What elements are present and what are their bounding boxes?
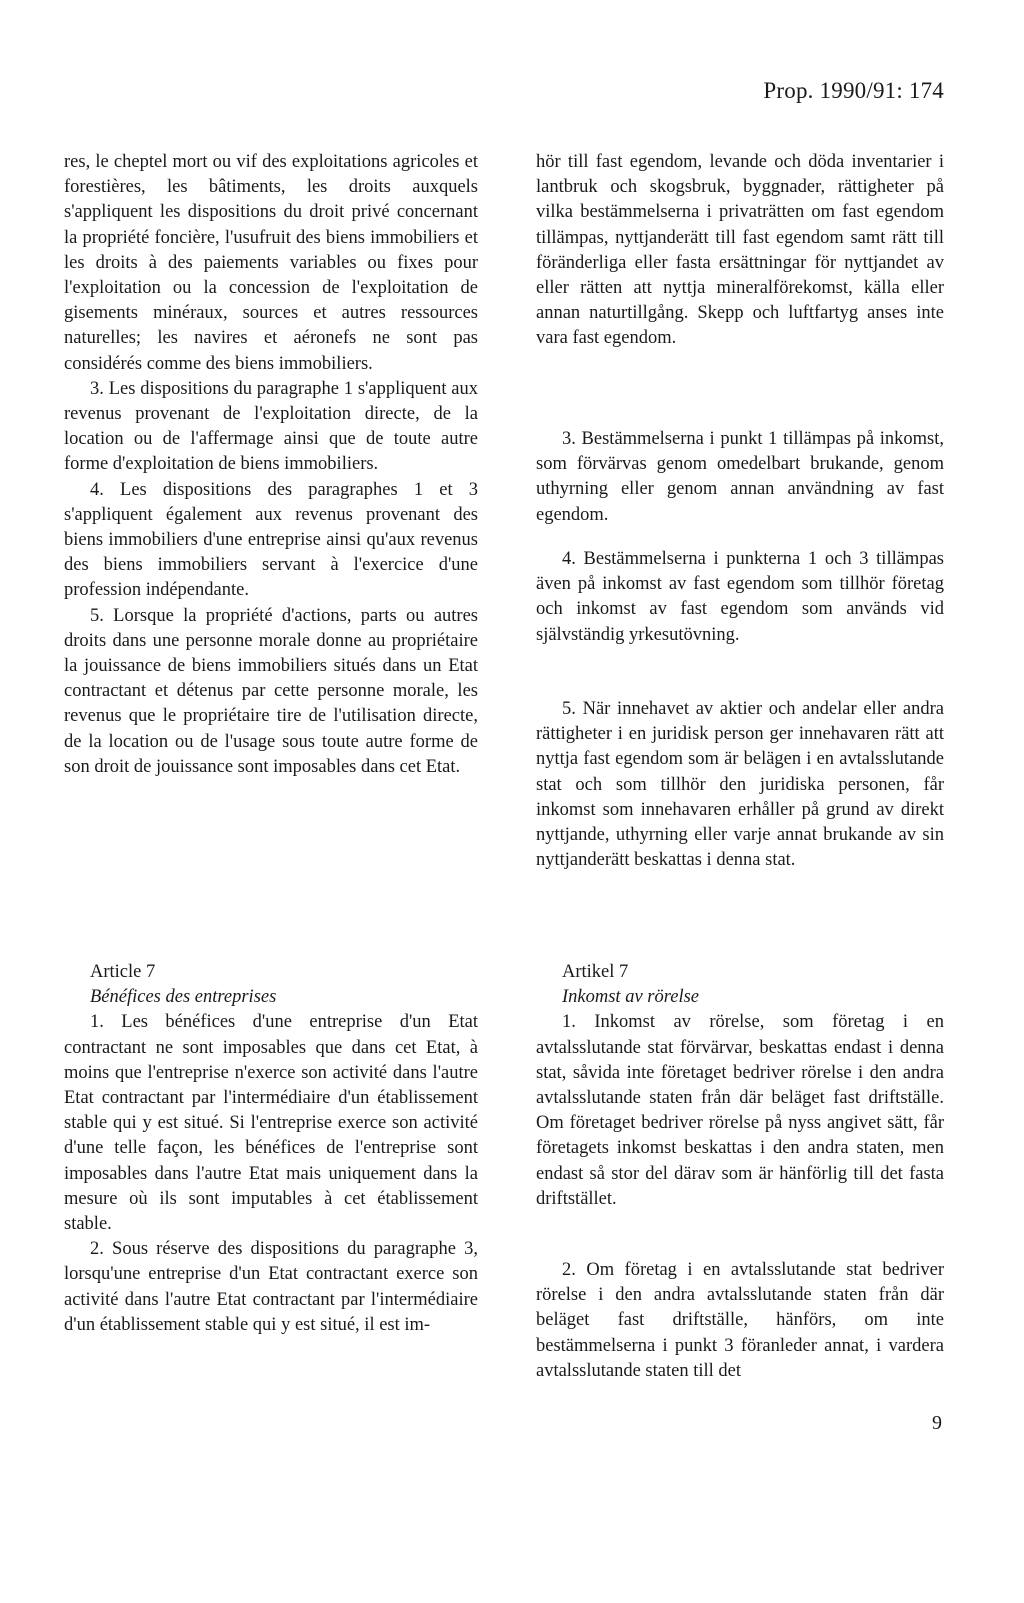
sv-article-paragraph-2-block	[536, 1258, 944, 1384]
sv-article-7	[536, 960, 944, 1212]
sv-article-paragraph-2: 2. Om företag i en avtalsslutande stat bedriver rörelse i den andra avtalsslutande staten från där beläget fast driftställe, hänförs, om inte bestämmelserna i punkt 3 föranleder annat, i vardera avtalsslutande staten till det	[536, 1260, 944, 1381]
fr-article-heading: Article 7	[90, 962, 156, 982]
sv-continuation-block	[536, 150, 944, 352]
sv-paragraph-4: 4. Bestämmelserna i punkterna 1 och 3 tillämpas även på inkomst av fast egendom som tillhör företag och inkomst av fast egendom som används vid självständig yrkesutövning.	[536, 549, 944, 645]
sv-paragraph-5: 5. När innehavet av aktier och andelar eller andra rättigheter i en juridisk person ger innehavaren rätt att nyttja fast egendom som är belägen i en avtalsslutande stat och som tillhör den juridiska personen, får inkomst som innehavaren erhåller på grund av direkt nyttjande, uthyrning eller varje annat brukande av sin nyttjanderätt beskattas i denna stat.	[536, 699, 944, 871]
sv-article-heading: Artikel 7	[562, 962, 629, 982]
fr-paragraph-4: 4. Les dispositions des paragraphes 1 et 3 s'appliquent également aux revenus provenant des biens immobiliers d'une entreprise ainsi qu'aux revenus des biens immobiliers servant à l'exercice d'une profession indépendante.	[64, 479, 478, 601]
fr-paragraph-5: 5. Lorsque la propriété d'actions, parts ou autres droits dans une personne morale donne au propriétaire la jouissance de biens immobiliers situés dans un Etat contractant et détenus par cette personne morale, les revenus que le propriétaire tire de l'utilisation directe, de la location ou de l'usage sous toute autre forme de son droit de jouissance sont imposables dans cet Etat.	[64, 605, 478, 777]
fr-article-subtitle: Bénéfices des entreprises	[90, 987, 277, 1008]
page-number: 9	[932, 1412, 942, 1434]
fr-section-paragraphs	[64, 150, 478, 780]
sv-continuation-paragraph: hör till fast egendom, levande och döda inventarier i lantbruk och skogsbruk, byggnader, rättigheter på vilka bestämmelserna i privaträtten om fast egendom tillämpas, nyttjanderätt till fast egendom samt rätt till föränderliga eller fasta ersättningar för nyttjandet av eller rätten att nyttja mineralförekomst, källa eller annan naturtillgång. Skepp och luftfartyg anses inte vara fast egendom.	[536, 152, 944, 349]
sv-article-paragraph-1: 1. Inkomst av rörelse, som företag i en avtalsslutande stat förvärvar, beskattas endast i denna stat, såvida inte företaget bedriver rörelse i den andra avtalsslutande staten från där beläget fast driftställe. Om företaget bedriver rörelse på nyss angivet sätt, får företagets inkomst beskattas i den andra staten, men endast så stor del därav som är hänförlig till det fasta driftstället.	[536, 1012, 944, 1209]
sv-paragraph-3-block	[536, 427, 944, 528]
fr-continuation-paragraph: res, le cheptel mort ou vif des exploitations agricoles et forestières, les bâtiments, les droits auxquels s'appliquent les dispositions du droit privé concernant la propriété foncière, l'usufruit des biens immobiliers et les droits à des paiements variables ou fixes pour l'exploitation ou la concession de l'exploitation de gisements minéraux, sources et autres ressources naturelles; les navires et aéronefs ne sont pas considérés comme des biens immobiliers.	[64, 152, 478, 374]
sv-paragraph-3: 3. Bestämmelserna i punkt 1 tillämpas på inkomst, som förvärvas genom omedelbart brukande, genom uthyrning eller genom annan användning av fast egendom.	[536, 429, 944, 525]
fr-article-paragraph-2: 2. Sous réserve des dispositions du paragraphe 3, lorsqu'une entreprise d'un Etat contractant exerce son activité dans l'autre Etat contractant par l'intermédiaire d'un établissement stable qui y est situé, il est im-	[64, 1239, 478, 1335]
sv-article-subtitle: Inkomst av rörelse	[562, 987, 700, 1008]
sv-paragraph-4-block	[536, 547, 944, 648]
fr-article-7	[64, 960, 478, 1338]
document-reference: Prop. 1990/91: 174	[763, 78, 944, 103]
fr-paragraph-3: 3. Les dispositions du paragraphe 1 s'appliquent aux revenus provenant de l'exploitation directe, de la location ou de l'affermage ainsi que de toute autre forme d'exploitation de biens immobiliers.	[64, 378, 478, 475]
sv-paragraph-5-block	[536, 697, 944, 873]
fr-article-paragraph-1: 1. Les bénéfices d'une entreprise d'un Etat contractant ne sont imposables que dans cet Etat, à moins que l'entreprise n'exerce son activité dans l'autre Etat contractant par l'intermédiaire d'un établissement stable qui y est situé. Si l'entreprise exerce son activité d'une telle façon, les bénéfices de l'entreprise sont imposables dans l'autre Etat mais uniquement dans la mesure où ils sont imputables à cet établissement stable.	[64, 1012, 478, 1235]
